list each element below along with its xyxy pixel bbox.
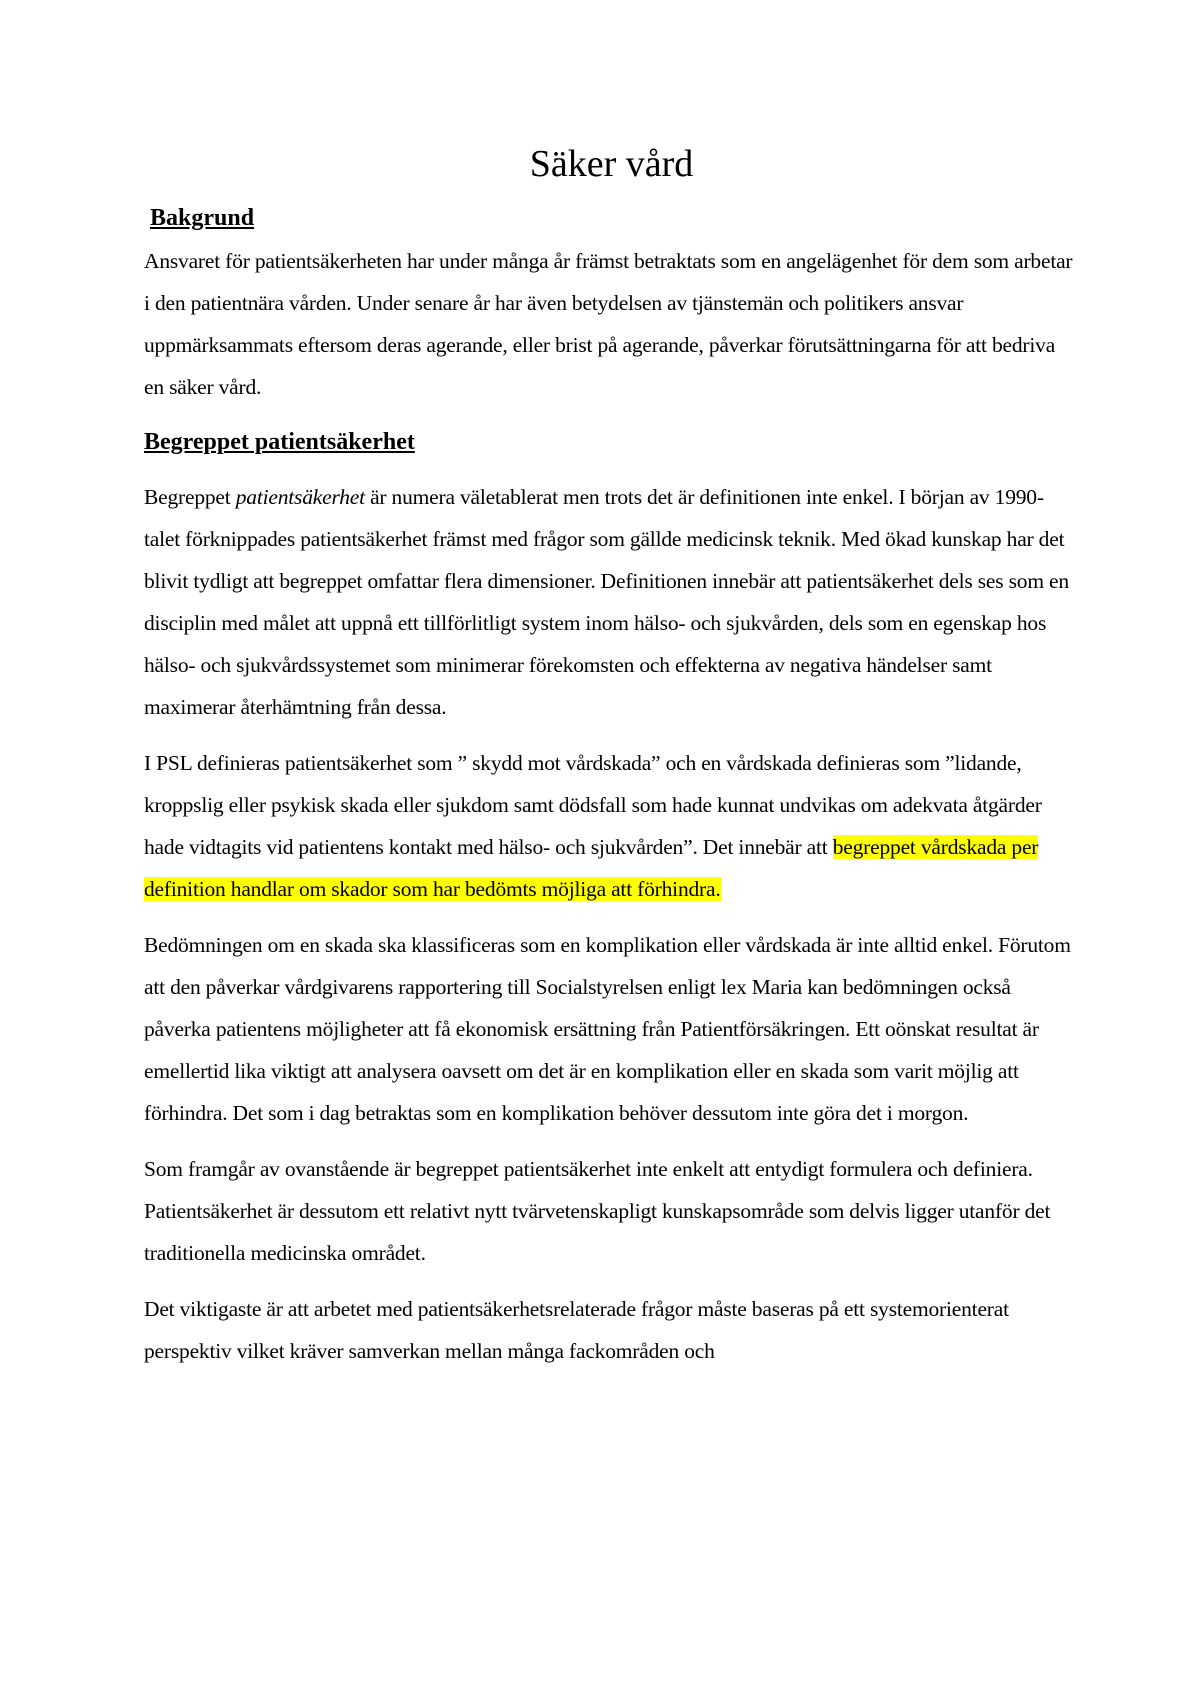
page-title: Säker vård <box>529 143 694 185</box>
document-body <box>144 140 1079 1386</box>
paragraph-definition <box>144 476 1079 728</box>
italic-term-patientsakerhet: patientsäkerhet <box>235 485 365 509</box>
paragraph-psl-text: I PSL definieras patientsäkerhet som ” skydd mot vårdskada” och en vårdskada definieras som ”lidande, kroppslig eller psykisk skada eller sjukdom samt dödsfall som hade kunnat undvikas om adekvata åtgärder hade vidtagits vid patientens kontakt med hälso- och sjukvården”. Det innebär att <box>144 751 1042 859</box>
heading-begreppet-patientsakerhet: Begreppet patientsäkerhet <box>144 429 415 455</box>
paragraph-tvarvetenskap: Som framgår av ovanstående är begreppet patientsäkerhet inte enkelt att entydigt formulera och definiera. Patientsäkerhet är dessutom ett relativt nytt tvärvetenskapligt kunskapsområde som delvis ligger utanför det traditionella medicinska området. <box>144 1157 1051 1265</box>
paragraph-definition-rest: är numera väletablerat men trots det är definitionen inte enkel. I början av 1990-talet förknippades patientsäkerhet främst med frågor som gällde medicinsk teknik. Med ökad kunskap har det blivit tydligt att begreppet omfattar flera dimensioner. Definitionen innebär att patientsäkerhet dels ses som en disciplin med målet att uppnå ett tillförlitligt system inom hälso- och sjukvården, dels som en egenskap hos hälso- och sjukvårdssystemet som minimerar förekomsten och effekterna av negativa händelser samt maximerar återhämtning från dessa. <box>144 485 1069 719</box>
heading-bakgrund: Bakgrund <box>150 205 255 231</box>
paragraph-bakgrund: Ansvaret för patientsäkerheten har under många år främst betraktats som en angelägenhet för dem som arbetar i den patientnära vården. Under senare år har även betydelsen av tjänstemän och politikers ansvar uppmärksammats eftersom deras agerande, eller brist på agerande, påverkar förutsättningarna för att bedriva en säker vård. <box>144 249 1073 399</box>
paragraph-bedomning: Bedömningen om en skada ska klassificeras som en komplikation eller vårdskada är inte alltid enkel. Förutom att den påverkar vårdgivarens rapportering till Socialstyrelsen enligt lex Maria kan bedömningen också påverka patientens möjligheter att få ekonomisk ersättning från Patientförsäkringen. Ett oönskat resultat är emellertid lika viktigt att analysera oavsett om det är en komplikation eller en skada som varit möjlig att förhindra. Det som i dag betraktas som en komplikation behöver dessutom inte göra det i morgon. <box>144 933 1071 1125</box>
highlighted-text: begreppet vårdskada per definition handlar om skador som har bedömts möjliga att förhindra. <box>144 835 1039 901</box>
paragraph-psl <box>144 742 1079 910</box>
paragraph-definition-start: Begreppet <box>144 485 236 509</box>
paragraph-systemperspektiv: Det viktigaste är att arbetet med patientsäkerhetsrelaterade frågor måste baseras på ett systemorienterat perspektiv vilket kräver samverkan mellan många fackområden och <box>144 1297 1009 1363</box>
